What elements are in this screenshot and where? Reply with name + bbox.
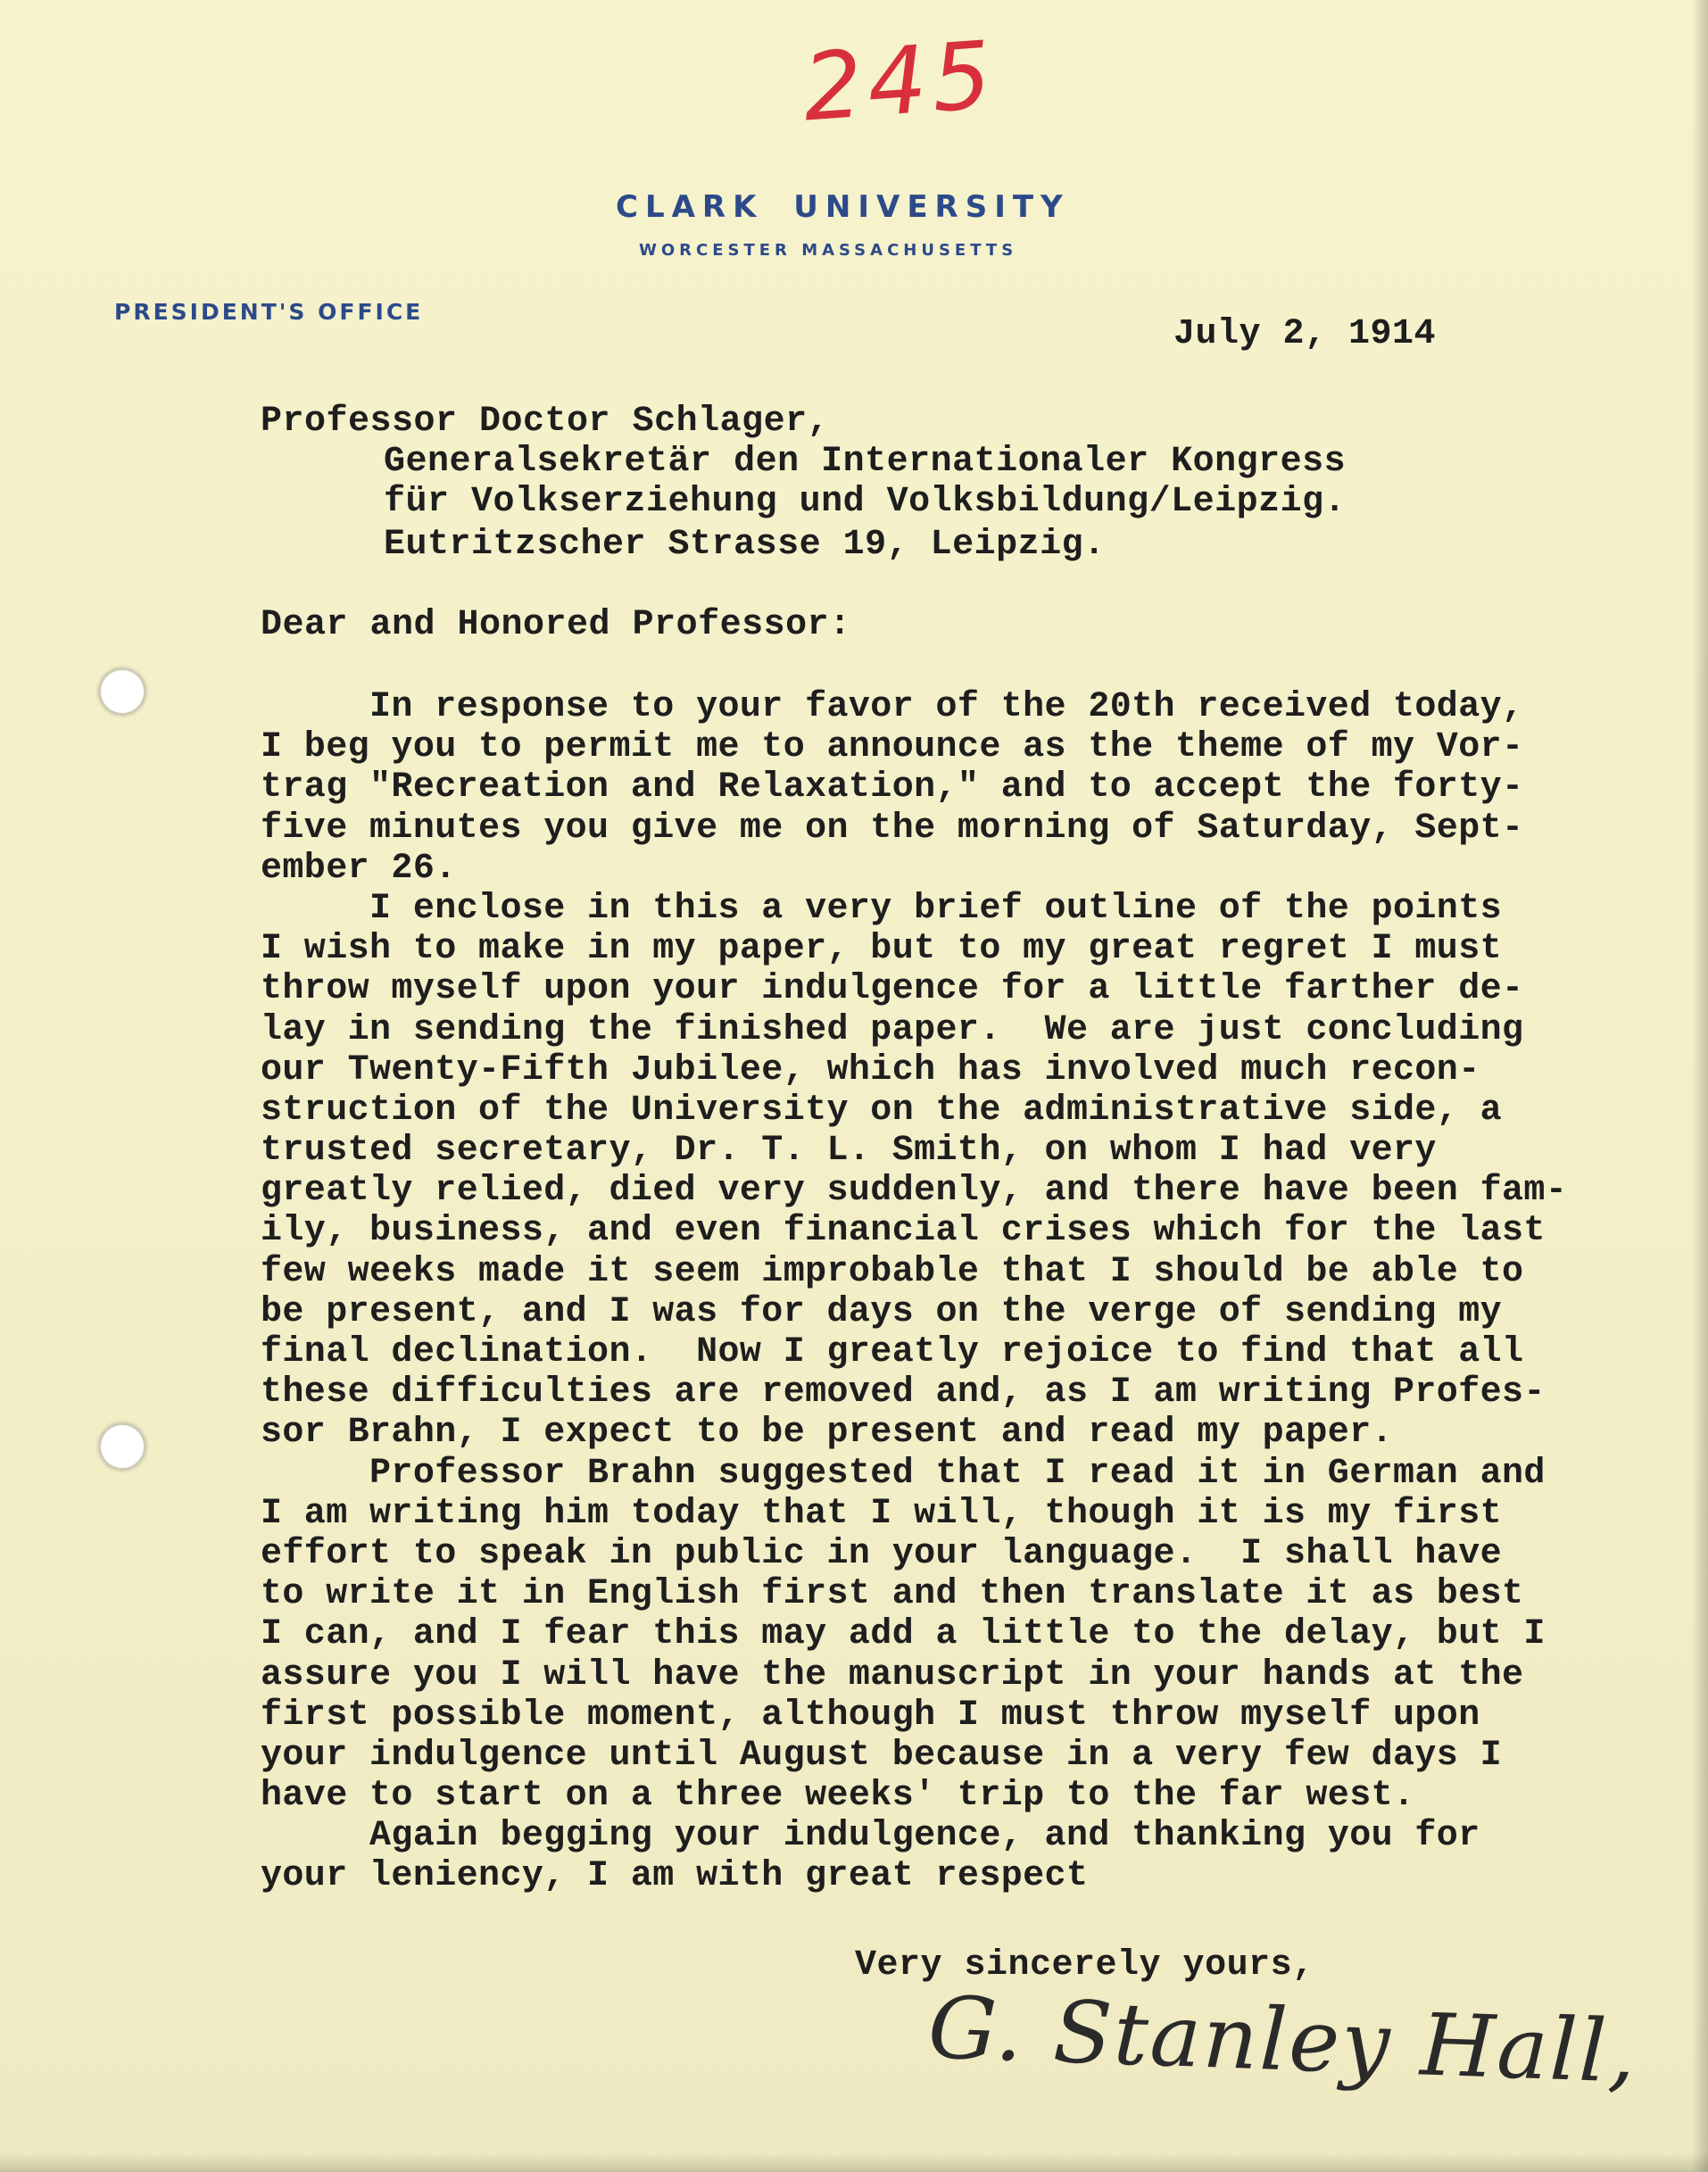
page-bottom-shadow <box>0 2152 1708 2172</box>
body-line: struction of the University on the administrative side, a <box>261 1090 1503 1131</box>
letter-body <box>261 687 1679 1897</box>
recipient-title: Generalsekretär den Internationaler Kongress <box>384 442 1347 482</box>
body-line: be present, and I was for days on the verge of sending my <box>261 1291 1503 1332</box>
letter-date: July 2, 1914 <box>1173 314 1437 354</box>
body-line: In response to your favor of the 20th received today, <box>261 687 1524 727</box>
body-line: Again begging your indulgence, and thanking you for <box>261 1816 1480 1857</box>
body-line: trag "Recreation and Relaxation," and to accept the forty- <box>261 767 1524 808</box>
handwritten-folio-number: 245 <box>800 20 1000 143</box>
body-line: final declination. Now I greatly rejoice to find that all <box>261 1332 1524 1372</box>
body-line: trusted secretary, Dr. T. L. Smith, on whom I had very <box>261 1131 1437 1172</box>
body-line: lay in sending the finished paper. We are just concluding <box>261 1009 1524 1050</box>
body-line: to write it in English first and then translate it as best <box>261 1574 1524 1615</box>
body-line: effort to speak in public in your language. I shall have <box>261 1533 1503 1574</box>
body-line: these difficulties are removed and, as I am writing Profes- <box>261 1372 1546 1413</box>
body-line: I am writing him today that I will, though it is my first <box>261 1493 1503 1534</box>
body-line: our Twenty-Fifth Jubilee, which has involved much recon- <box>261 1049 1480 1090</box>
body-line: I enclose in this a very brief outline of the points <box>261 888 1503 929</box>
body-line: throw myself upon your indulgence for a little farther de- <box>261 969 1524 1010</box>
letterhead-office: PRESIDENT'S OFFICE <box>114 299 424 325</box>
body-line: assure you I will have the manuscript in your hands at the <box>261 1654 1524 1695</box>
recipient-address: Eutritzscher Strasse 19, Leipzig. <box>384 525 1106 565</box>
punch-hole-lower <box>98 1422 146 1471</box>
page-edge-shadow <box>1692 0 1708 2172</box>
body-line: I wish to make in my paper, but to my great regret I must <box>261 929 1503 970</box>
body-line: your indulgence until August because in a very few days I <box>261 1735 1503 1776</box>
body-line: few weeks made it seem improbable that I should be able to <box>261 1251 1524 1292</box>
body-line: five minutes you give me on the morning of Saturday, Sept- <box>261 808 1524 849</box>
handwritten-signature: G. Stanley Hall, <box>926 1977 1639 2102</box>
recipient-organization: für Volkserziehung und Volksbildung/Leipzig. <box>384 482 1347 522</box>
body-line: first possible moment, although I must throw myself upon <box>261 1695 1480 1736</box>
salutation: Dear and Honored Professor: <box>261 605 851 645</box>
body-line: sor Brahn, I expect to be present and read my paper. <box>261 1413 1394 1454</box>
body-line: your leniency, I am with great respect <box>261 1856 1089 1897</box>
letterhead-institution: CLARK UNIVERSITY <box>616 189 1070 225</box>
punch-hole-upper <box>98 667 146 716</box>
closing: Very sincerely yours, <box>855 1945 1314 1985</box>
body-line: have to start on a three weeks' trip to the far west. <box>261 1776 1415 1817</box>
recipient-name: Professor Doctor Schlager, <box>261 402 830 442</box>
body-line: Professor Brahn suggested that I read it in German and <box>261 1453 1546 1494</box>
body-line: ily, business, and even financial crises which for the last <box>261 1211 1546 1252</box>
body-line: ember 26. <box>261 848 457 889</box>
body-line: I can, and I fear this may add a little to the delay, but I <box>261 1614 1546 1655</box>
body-line: greatly relied, died very suddenly, and there have been fam- <box>261 1171 1568 1212</box>
body-line: I beg you to permit me to announce as the theme of my Vor- <box>261 727 1524 768</box>
letterhead-location: WORCESTER MASSACHUSETTS <box>639 241 1018 260</box>
